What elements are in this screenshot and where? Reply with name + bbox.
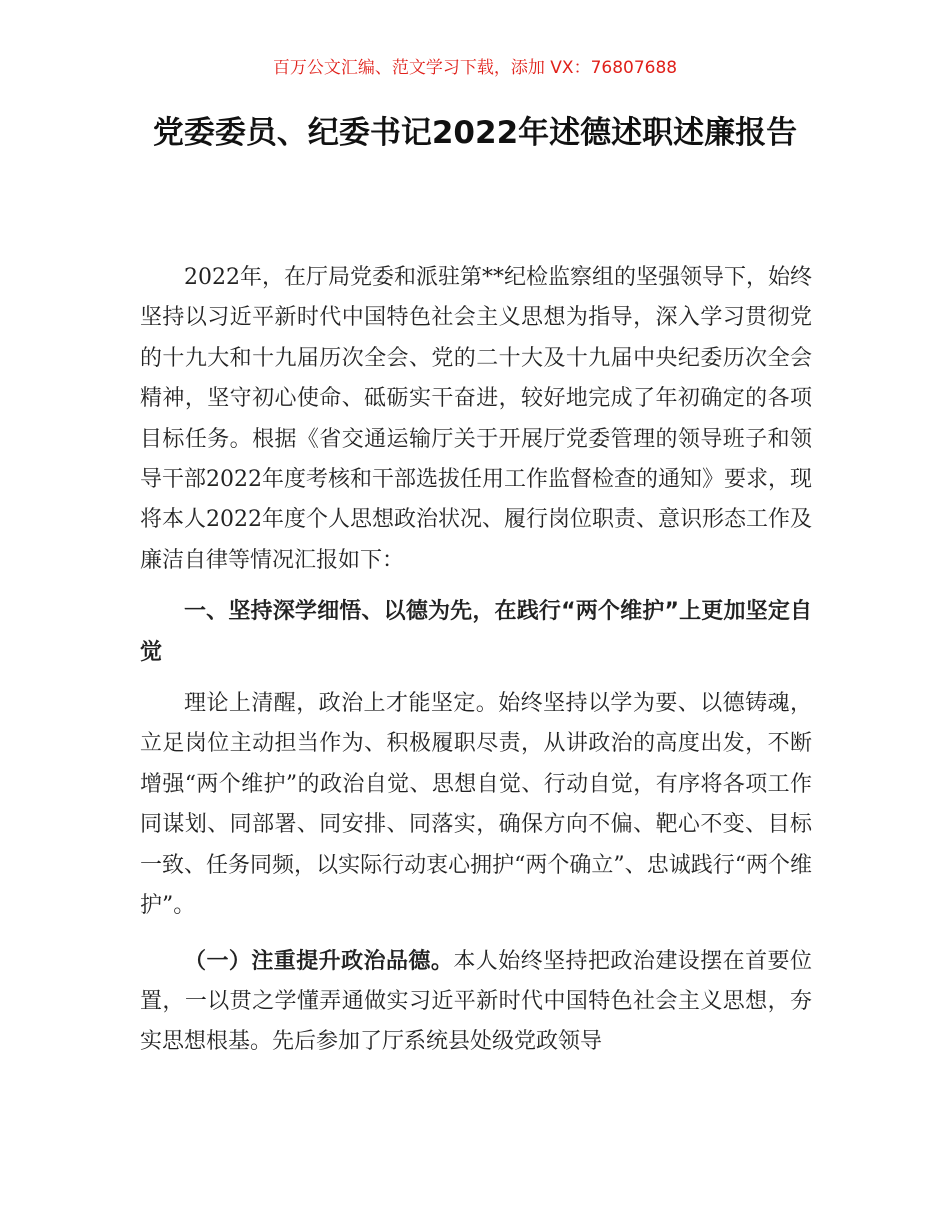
subsection-heading: （一）注重提升政治品德。	[184, 948, 454, 974]
section-paragraph: 理论上清醒，政治上才能坚定。始终坚持以学为要、以德铸魂，立足岗位主动担当作为、积极履职尽责，从讲政治的高度出发，不断增强“两个维护”的政治自觉、思想自觉、行动自觉，有序将各项工作同谋划、同部署、同安排、同落实，确保方向不偏、靶心不变、目标一致、任务同频，以实际行动衷心拥护“两个确立”、忠诚践行“两个维护”。	[140, 691, 812, 919]
document-body	[140, 258, 812, 1063]
subsection-paragraph	[140, 942, 812, 1063]
intro-paragraph: 2022年，在厅局党委和派驻第**纪检监察组的坚强领导下，始终坚持以习近平新时代中国特色社会主义思想为指导，深入学习贯彻党的十九大和十九届历次全会、党的二十大及十九届中央纪委历次全会精神，坚守初心使命、砥砺实干奋进，较好地完成了年初确定的各项目标任务。根据《省交通运输厅关于开展厅党委管理的领导班子和领导干部2022年度考核和干部选拔任用工作监督检查的通知》要求，现将本人2022年度个人思想政治状况、履行岗位职责、意识形态工作及廉洁自律等情况汇报如下：	[140, 265, 812, 573]
watermark-header: 百万公文汇编、范文学习下载，添加 VX：76807688	[272, 58, 678, 78]
document-title: 党委委员、纪委书记2022年述德述职述廉报告	[152, 115, 798, 151]
subsection-text: 本人始终坚持把政治建设摆在首要位置，一以贯之学懂弄通做实习近平新时代中国特色社会主义思想，夯实思想根基。先后参加了厅系统县处级党政领导	[140, 948, 812, 1055]
section-heading: 一、坚持深学细悟、以德为先，在践行“两个维护”上更加坚定自觉	[140, 599, 812, 665]
